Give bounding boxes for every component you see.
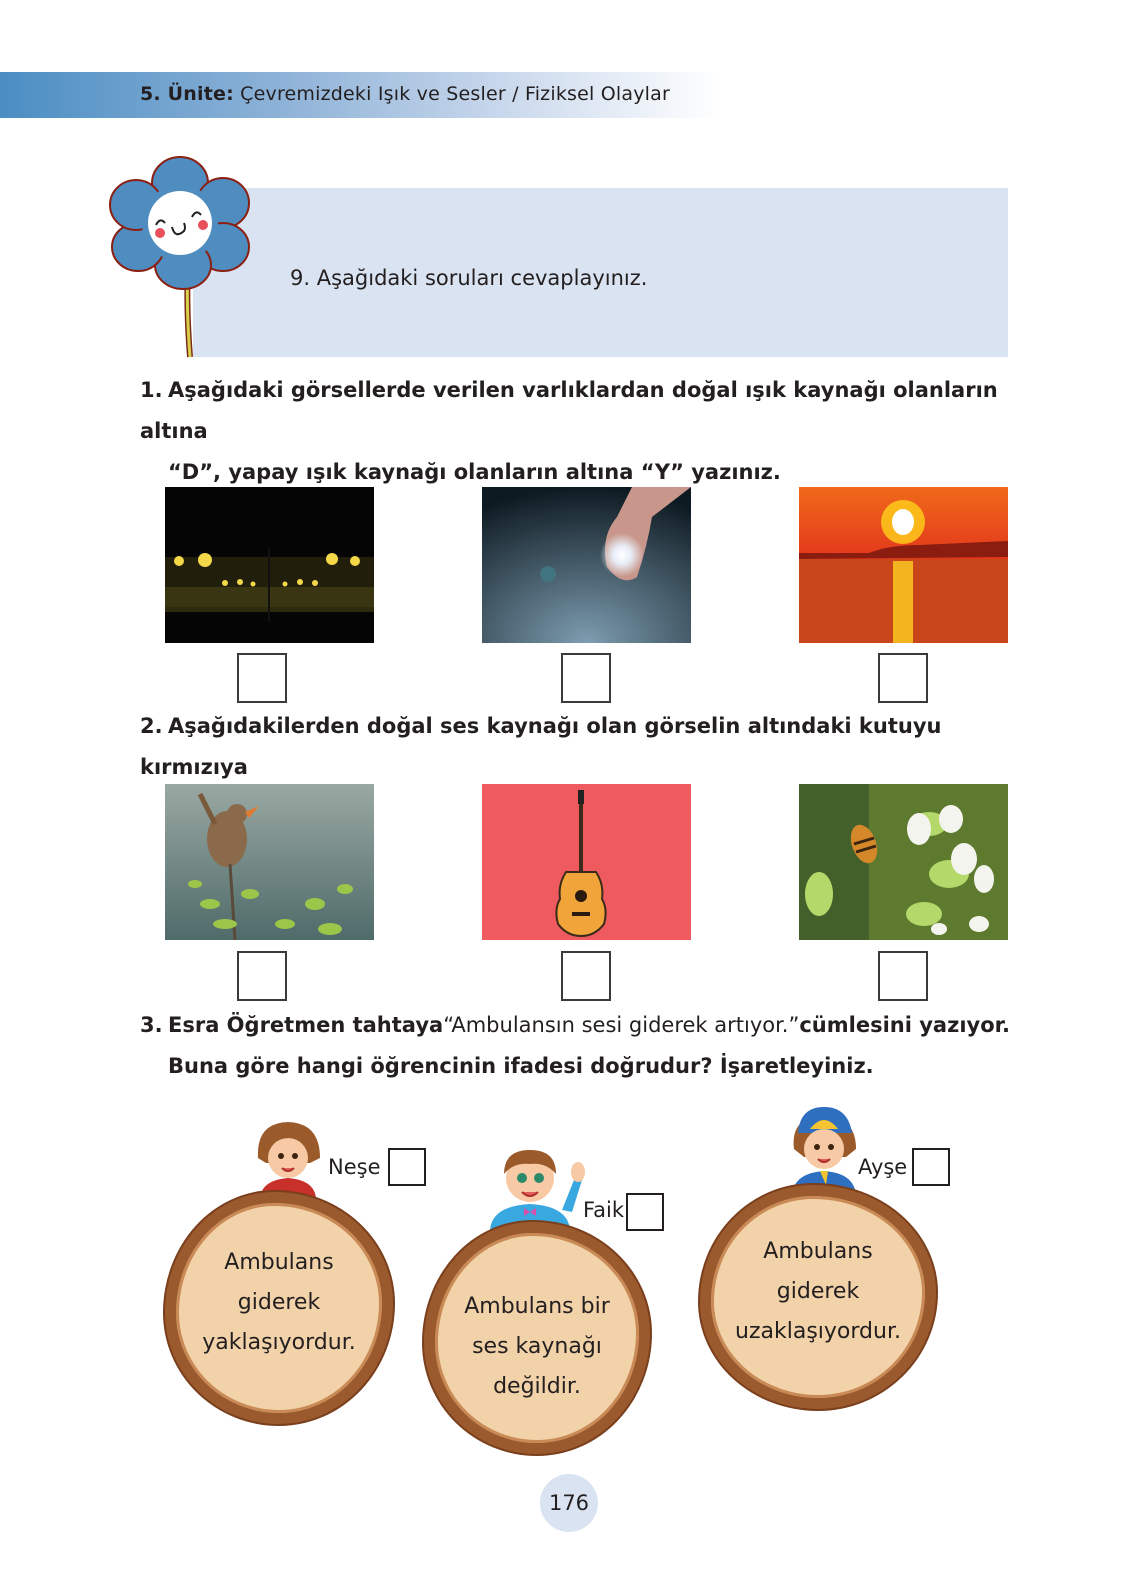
instruction-text	[290, 266, 647, 290]
student-name-faik: Faik	[583, 1198, 625, 1222]
page-number: 176	[540, 1474, 598, 1532]
question-number: 1.	[140, 378, 163, 402]
question-text-line1: Aşağıdakilerden doğal ses kaynağı olan görselin altındaki kutuyu kırmızıya	[140, 714, 942, 779]
smiling-flower-icon	[108, 155, 253, 360]
girl-character-ayse	[780, 1105, 870, 1195]
image-street-lamps	[165, 487, 374, 643]
question-text-line1a: Esra Öğretmen tahtaya	[168, 1013, 444, 1037]
question-quote: “Ambulansın sesi giderek artıyor.”	[443, 1013, 800, 1037]
instruction-label: Aşağıdaki soruları cevaplayınız.	[316, 266, 648, 290]
question-text-line2: “D”, yapay ışık kaynağı olanların altına “Y” yazınız.	[168, 460, 781, 484]
question-text-line2: Buna göre hangi öğrencinin ifadesi doğrudur? İşaretleyiniz.	[168, 1054, 874, 1078]
question-text-line1: Aşağıdaki görsellerde verilen varlıklardan doğal ışık kaynağı olanların altına	[140, 378, 998, 443]
statement-text: Ambulans giderek yaklaşıyordur.	[202, 1250, 356, 1355]
answer-box-bird[interactable]	[237, 951, 287, 1001]
image-flashlight	[482, 487, 691, 643]
statement-circle-nese	[165, 1192, 393, 1424]
image-bird	[165, 784, 374, 940]
boy-character-faik	[482, 1140, 592, 1230]
unit-number: 5. Ünite:	[140, 83, 234, 105]
statement-circle-ayse	[700, 1185, 936, 1409]
statement-text: Ambulans bir ses kaynağı değildir.	[464, 1294, 610, 1399]
answer-box-flashlight[interactable]	[561, 653, 611, 703]
instruction-number: 9.	[290, 266, 311, 290]
choice-box-nese[interactable]	[388, 1148, 426, 1186]
statement-circle-faik	[424, 1222, 650, 1454]
answer-box-sunset[interactable]	[878, 653, 928, 703]
question-number: 3.	[140, 1013, 163, 1037]
question-text-line1b: cümlesini yazıyor.	[799, 1013, 1010, 1037]
girl-character-nese	[248, 1118, 328, 1198]
image-guitar	[482, 784, 691, 940]
answer-box-bee[interactable]	[878, 951, 928, 1001]
question-3	[140, 1005, 1010, 1087]
choice-box-ayse[interactable]	[912, 1148, 950, 1186]
question-1	[140, 370, 1010, 493]
student-name-nese: Neşe	[328, 1155, 381, 1179]
answer-box-guitar[interactable]	[561, 951, 611, 1001]
question-number: 2.	[140, 714, 163, 738]
student-name-ayse: Ayşe	[858, 1155, 908, 1179]
answer-box-street-lamps[interactable]	[237, 653, 287, 703]
choice-box-faik[interactable]	[626, 1193, 664, 1231]
image-bee-flowers	[799, 784, 1008, 940]
unit-header	[140, 83, 670, 105]
unit-title: Çevremizdeki Işık ve Sesler / Fiziksel Olaylar	[240, 83, 671, 105]
image-sunset	[799, 487, 1008, 643]
statement-text: Ambulans giderek uzaklaşıyordur.	[735, 1239, 901, 1344]
